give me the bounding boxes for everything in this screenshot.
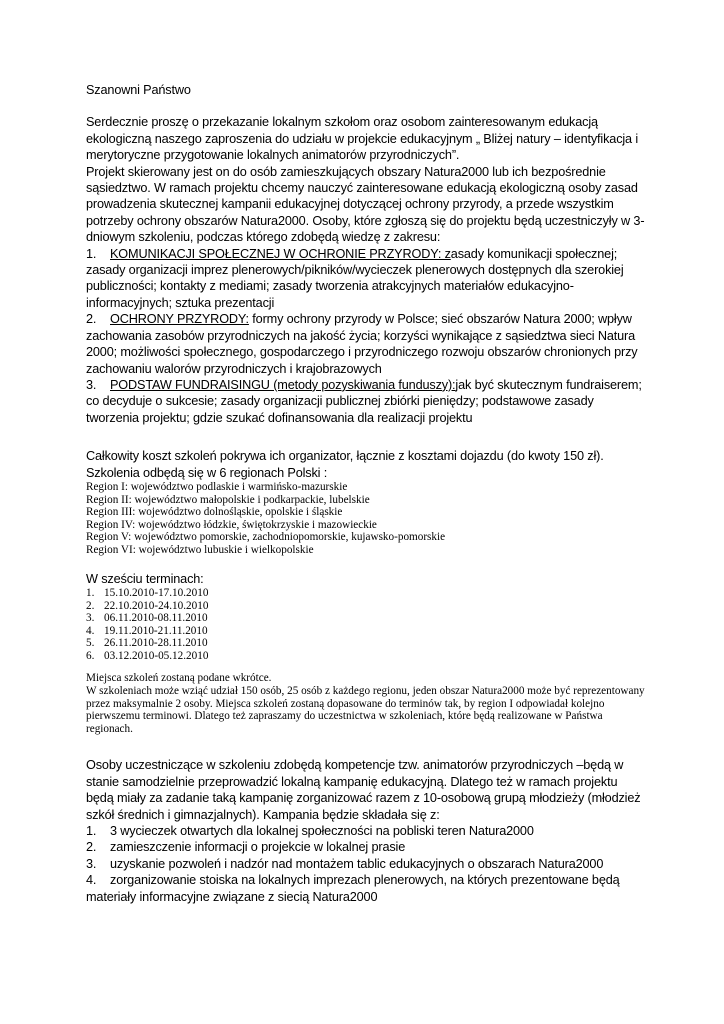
places-note: Miejsca szkoleń zostaną podane wkrótce. [86,672,272,685]
region-item: Region VI: województwo lubuskie i wielkopolskie [86,543,314,556]
region-item: Region I: województwo podlaskie i warmińsko-mazurskie [86,480,348,493]
regions-list [86,481,646,557]
campaign-list [86,823,646,905]
topic-heading: PODSTAW FUNDRAISINGU (metody pozyskiwania funduszy): [110,377,456,392]
document-page [86,82,646,905]
campaign-item: 4. zorganizowanie stoiska na lokalnych imprezach plenerowych, na których prezentowane będą materiały informacyjne związane z siecią Natura2000 [86,873,620,904]
term-item: 2. 22.10.2010-24.10.2010 [86,599,209,612]
term-item: 3. 06.11.2010-08.11.2010 [86,612,208,625]
campaign-item: 1. 3 wycieczek otwartych dla lokalnej społeczności na pobliski teren Natura2000 [86,824,534,839]
topics-list [86,246,646,426]
participants-note: W szkoleniach może wziąć udział 150 osób, 25 osób z każdego regionu, jeden obszar Natura2000 może być reprezentowany przez maksymalnie 2 osoby. Miejsca szkoleń zostaną dopasowane do terminów tak, by region I odpowiadał kolejno pierwszemu terminowi. Dlatego też zapraszamy do uczestnictwa w szkoleniach, które będą realizowane w Państwa regionach. [86,685,645,735]
topic-item: 2. OCHRONY PRZYRODY: formy ochrony przyrody w Polsce; sieć obszarów Natura 2000; wpływ zachowania zasobów przyrodniczych na jakość życia; korzyści wynikające z sąsiedztwa sieci Natura 2000; możliwości społecznego, gospodarczego i przyrodniczego rozwoju obszarów chronionych przy zachowaniu walorów przyrodniczych i krajobrazowych [86,312,638,376]
cost-line: Całkowity koszt szkoleń pokrywa ich organizator, łącznie z kosztami dojazdu (do kwoty 150 zł). [86,449,604,464]
term-item: 1. 15.10.2010-17.10.2010 [86,586,209,599]
region-item: Region V: województwo pomorskie, zachodniopomorskie, kujawsko-pomorskie [86,531,446,544]
terms-intro: W sześciu terminach: [86,571,204,586]
project-paragraph: Projekt skierowany jest on do osób zamieszkujących obszary Natura2000 lub ich bezpośrednie sąsiedztwo. W ramach projektu chcemy nauczyć zainteresowane edukacją ekologiczną osoby zasad prowadzenia skutecznej kampanii edukacyjnej dotyczącej ochrony przyrody, a przede wszystkim potrzeby ochrony obszarów Natura2000. Osoby, które zgłoszą się do projektu będą uczestniczyły w 3-dniowym szkoleniu, podczas którego zdobędą wiedzę z zakresu: [86,164,645,245]
topic-item: 3. PODSTAW FUNDRAISINGU (metody pozyskiwania funduszy):jak być skutecznym fundraiserem; co decyduje o sukcesie; zasady organizacji publicznej zbiórki pieniędzy; podstawowe zasady tworzenia projektu; gdzie szukać dofinansowania dla realizacji projektu [86,377,642,425]
intro-paragraph: Serdecznie proszę o przekazanie lokalnym szkołom oraz osobom zainteresowanym edukacją ekologiczną naszego zaproszenia do udziału w projekcie edukacyjnym „ Bliżej natury – identyfikacja i merytoryczne przygotowanie lokalnych animatorów przyrodniczych”. [86,115,639,163]
term-item: 5. 26.11.2010-28.11.2010 [86,637,208,650]
topic-heading: KOMUNIKACJI SPOŁECZNEJ W OCHRONIE PRZYRODY: z [110,246,451,261]
term-item: 4. 19.11.2010-21.11.2010 [86,624,208,637]
campaign-item: 3. uzyskanie pozwoleń i nadzór nad montażem tablic edukacyjnych o obszarach Natura2000 [86,856,604,871]
topic-item: 1. KOMUNIKACJI SPOŁECZNEJ W OCHRONIE PRZYRODY: zasady komunikacji społecznej; zasady organizacji imprez plenerowych/pikników/wycieczek plenerowych dostępnych dla szerokiej publiczności; kontakty z mediami; zasady tworzenia atrakcyjnych materiałów edukacyjno-informacyjnych; sztuka prezentacji [86,246,624,310]
regions-intro: Szkolenia odbędą się w 6 regionach Polski : [86,465,328,480]
region-item: Region IV: województwo łódzkie, świętokrzyskie i mazowieckie [86,518,377,531]
topic-text: asady komunikacji społecznej; zasady organizacji imprez plenerowych/pikników/wycieczek plenerowych dostępnych dla szerokiej publiczności; kontakty z mediami; zasady tworzenia atrakcyjnych materiałów edukacyjno-informacyjnych; sztuka prezentacji [86,246,624,310]
term-item: 6. 03.12.2010-05.12.2010 [86,649,209,662]
topic-heading: OCHRONY PRZYRODY: [110,312,249,327]
region-item: Region II: województwo małopolskie i podkarpackie, lubelskie [86,493,370,506]
greeting: Szanowni Państwo [86,83,191,97]
topic-text: jak być skutecznym fundraiserem; co decyduje o sukcesie; zasady organizacji publicznej zbiórki pieniędzy; podstawowe zasady tworzenia projektu; gdzie szukać dofinansowania dla realizacji projektu [86,377,642,425]
competence-paragraph: Osoby uczestniczące w szkoleniu zdobędą kompetencje tzw. animatorów przyrodniczych –będą w stanie samodzielnie przeprowadzić lokalną kampanię edukacyjną. Dlatego też w ramach projektu będą miały za zadanie taką kampanię zorganizować razem z 10-osobową grupą młodzieży (młodzież szkół średnich i gimnazjalnych). Kampania będzie składała się z: [86,758,641,822]
campaign-item: 2. zamieszczenie informacji o projekcie w lokalnej prasie [86,840,406,855]
topic-text: formy ochrony przyrody w Polsce; sieć obszarów Natura 2000; wpływ zachowania zasobów przyrodniczych na jakość życia; korzyści wynikające z sąsiedztwa sieci Natura 2000; możliwości społecznego, gospodarczego i przyrodniczego rozwoju obszarów chronionych przy zachowaniu walorów przyrodniczych i krajobrazowych [86,312,638,376]
region-item: Region III: województwo dolnośląskie, opolskie i śląskie [86,506,343,519]
terms-list [86,587,646,663]
